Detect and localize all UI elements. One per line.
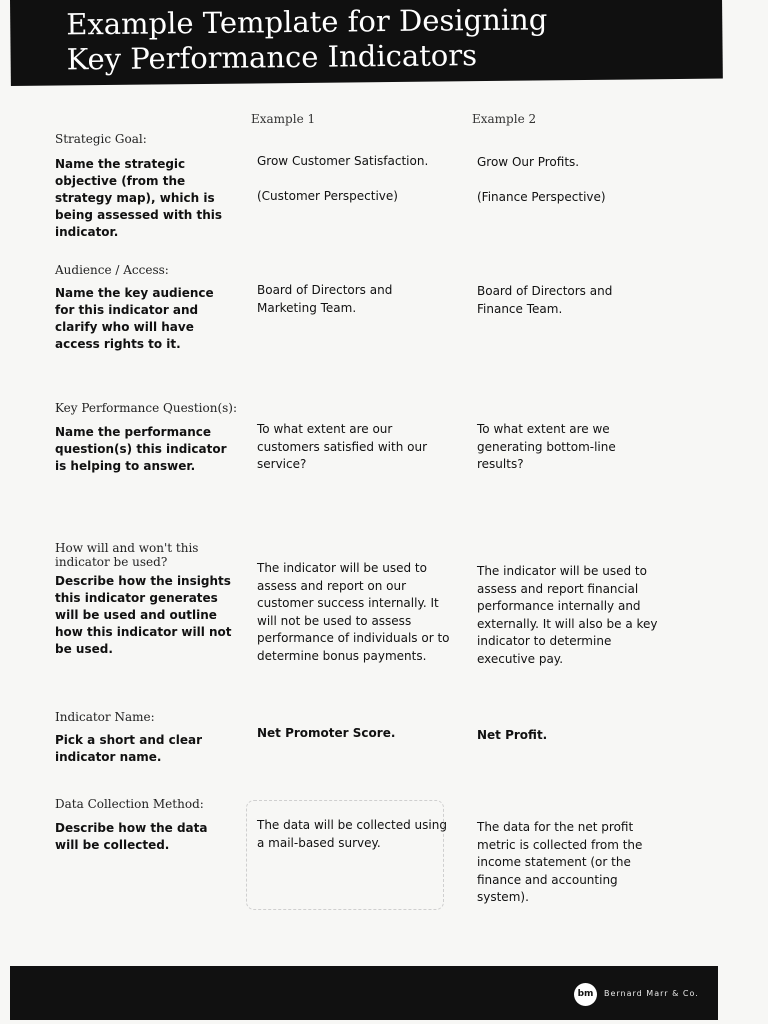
- example-2-indicator-usage: The indicator will be used to assess and report financial performance internally and externally. It will also be a key indicator to determine executive pay.: [477, 564, 658, 666]
- example-2-goal-text: Grow Our Profits.: [477, 155, 580, 169]
- example-1-indicator-usage: The indicator will be used to assess and report on our customer success internally. It will not be used to assess performance of individuals or to determine bonus payments.: [257, 561, 450, 663]
- example-2-goal-perspective: (Finance Perspective): [477, 189, 606, 204]
- example-1-data-collection-method: The data will be collected using a mail-based survey.: [257, 818, 447, 850]
- row-label-strategic-goal: Strategic Goal:: [55, 132, 147, 146]
- row-label-indicator-name: Indicator Name:: [55, 710, 155, 724]
- example-2-strategic-goal: [477, 154, 667, 206]
- row-description-audience-access: Name the key audience for this indicator and clarify who will have access rights to it.: [55, 286, 214, 351]
- example-2-key-performance-questions: To what extent are we generating bottom-line results?: [477, 422, 616, 471]
- row-label-audience-access: Audience / Access:: [55, 263, 169, 277]
- header-banner: [10, 0, 723, 86]
- example-1-strategic-goal: [257, 153, 447, 205]
- example-2-audience-access: Board of Directors and Finance Team.: [477, 284, 613, 316]
- title-line-2: Key Performance Indicators: [66, 38, 478, 77]
- brand-logo-icon: bm: [574, 983, 597, 1006]
- row-description-key-performance-questions: Name the performance question(s) this indicator is helping to answer.: [55, 425, 227, 473]
- example-1-goal-perspective: (Customer Perspective): [257, 188, 398, 203]
- column-header-example-2: Example 2: [472, 112, 537, 126]
- row-label-key-performance-questions: Key Performance Question(s):: [55, 401, 238, 415]
- row-description-indicator-usage: Describe how the insights this indicator generates will be used and outline how this indicator will not be used.: [55, 574, 232, 656]
- page-title: [66, 2, 548, 77]
- example-2-data-collection-method: The data for the net profit metric is collected from the income statement (or the finance and accounting system).: [477, 820, 643, 904]
- row-description-indicator-name: Pick a short and clear indicator name.: [55, 733, 203, 764]
- row-description-strategic-goal: Name the strategic objective (from the strategy map), which is being assessed with this indicator.: [55, 157, 223, 239]
- row-label-indicator-usage: How will and won't this indicator be used?: [55, 541, 199, 569]
- example-1-goal-text: Grow Customer Satisfaction.: [257, 154, 429, 168]
- example-1-audience-access: Board of Directors and Marketing Team.: [257, 283, 393, 315]
- example-2-indicator-name: Net Profit.: [477, 728, 548, 742]
- brand-name: Bernard Marr & Co.: [604, 989, 699, 998]
- example-1-indicator-name: Net Promoter Score.: [257, 726, 396, 740]
- column-header-example-1: Example 1: [251, 112, 316, 126]
- example-1-key-performance-questions: To what extent are our customers satisfied with our service?: [257, 422, 427, 471]
- title-line-1: Example Template for Designing: [66, 2, 548, 42]
- row-description-data-collection-method: Describe how the data will be collected.: [55, 821, 208, 852]
- row-label-data-collection-method: Data Collection Method:: [55, 797, 204, 811]
